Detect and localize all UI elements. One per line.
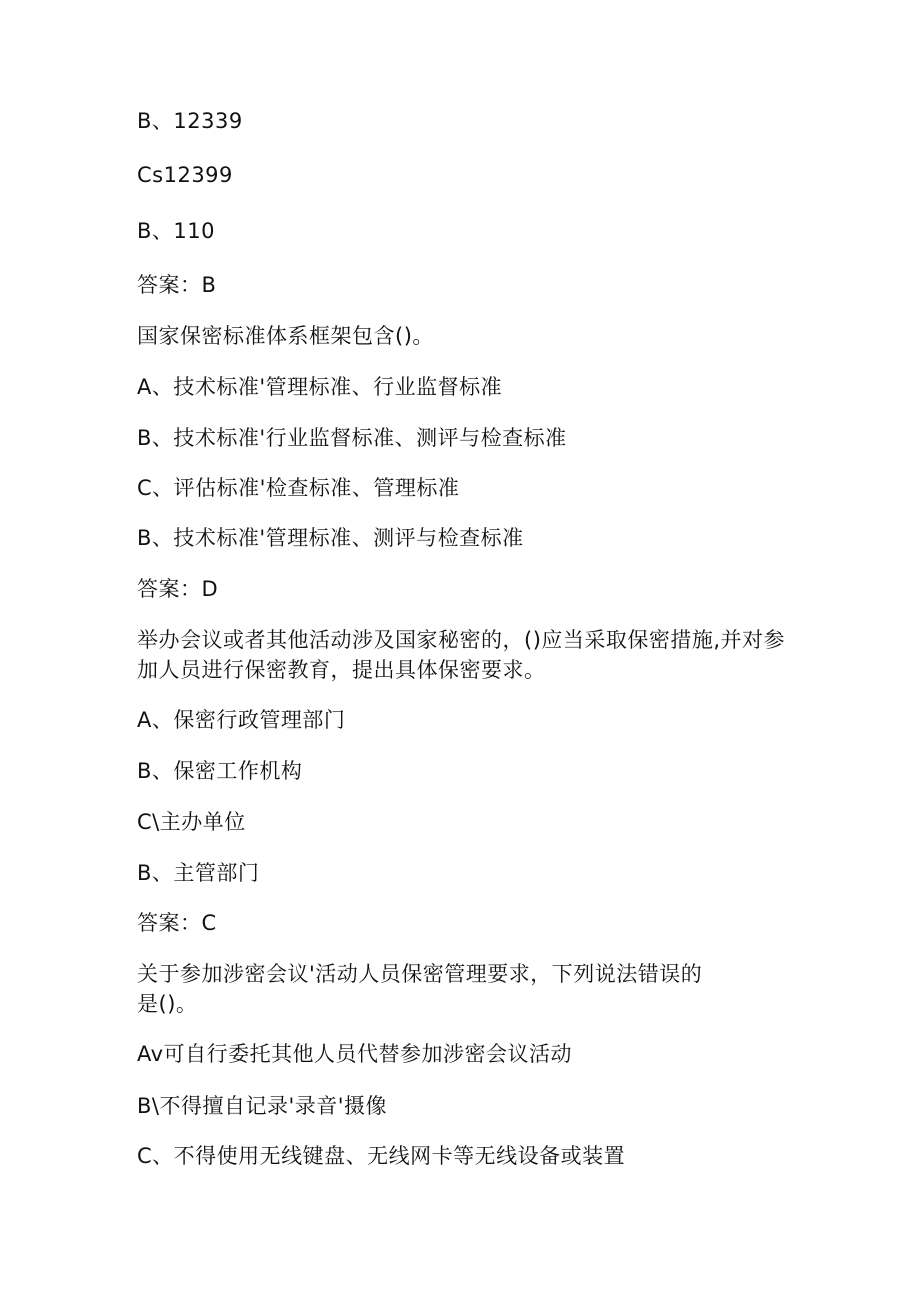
answer-2: 答案：D (137, 577, 219, 601)
question-meeting-line1: 举办会议或者其他活动涉及国家秘密的，()应当采取保密措施,并对参 (137, 628, 786, 652)
question-meeting-line2: 加人员进行保密教育，提出具体保密要求。 (137, 658, 546, 682)
option-a-personnel: Av可自行委托其他人员代替参加涉密会议活动 (137, 1042, 573, 1066)
option-b-110: B、110 (137, 219, 215, 243)
option-a-standards: A、技术标准'管理标准、行业监督标准 (137, 375, 503, 399)
option-c-meeting: C\主办单位 (137, 810, 246, 834)
option-a-meeting: A、保密行政管理部门 (137, 708, 346, 732)
answer-1: 答案：B (137, 273, 217, 297)
question-standards: 国家保密标准体系框架包含()。 (137, 324, 434, 348)
option-b-12339: B、12339 (137, 109, 243, 133)
option-b-meeting: B、保密工作机构 (137, 759, 303, 783)
option-b-personnel: B\不得擅自记录'录音'摄像 (137, 1094, 388, 1118)
option-c-12399: Cs12399 (137, 163, 233, 187)
answer-3: 答案：C (137, 911, 217, 935)
option-c-standards: C、评估标准'检查标准、管理标准 (137, 476, 460, 500)
question-personnel-line2: 是()。 (137, 992, 198, 1016)
option-d-standards: B、技术标准'管理标准、测评与检查标准 (137, 526, 524, 550)
option-c-personnel: C、不得使用无线键盘、无线网卡等无线设备或装置 (137, 1144, 626, 1168)
option-d-meeting: B、主管部门 (137, 861, 260, 885)
question-personnel-line1: 关于参加涉密会议'活动人员保密管理要求，下列说法错误的 (137, 962, 703, 986)
option-b-standards: B、技术标准'行业监督标准、测评与检查标准 (137, 426, 567, 450)
